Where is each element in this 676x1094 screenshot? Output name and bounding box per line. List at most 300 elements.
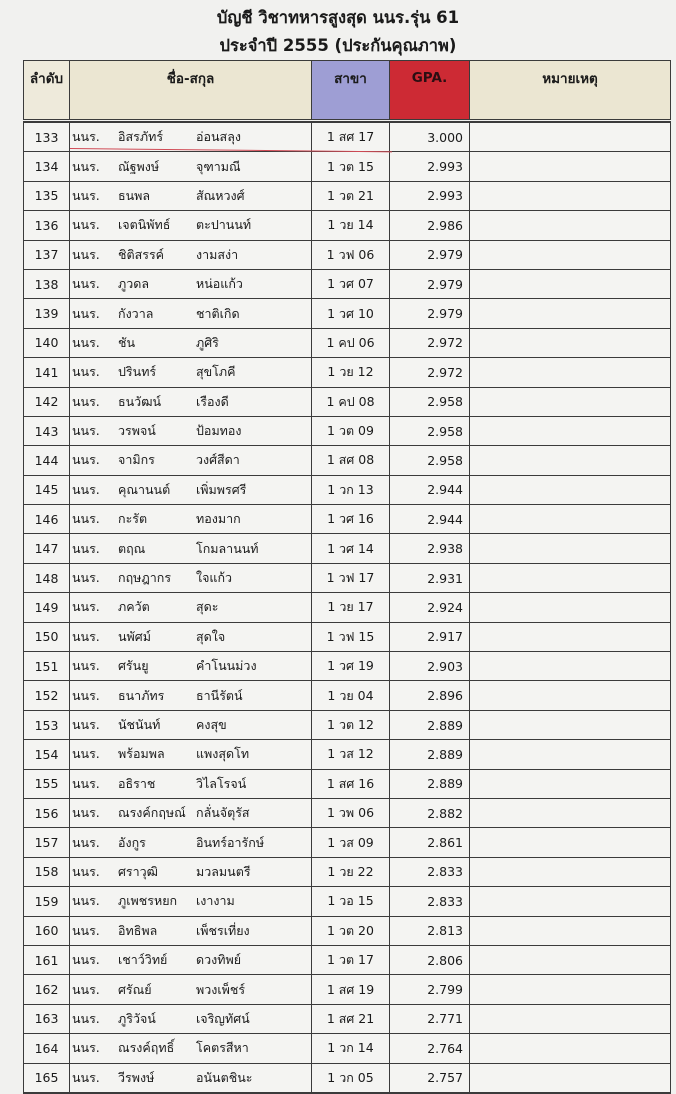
rank-prefix: นนร. bbox=[72, 276, 100, 292]
branch-cell: 1 วต 15 bbox=[312, 152, 390, 181]
gpa-cell: 2.979 bbox=[390, 299, 470, 328]
gpa-cell: 2.799 bbox=[390, 975, 470, 1004]
branch-cell: 1 วก 14 bbox=[312, 1034, 390, 1063]
order-cell: 143 bbox=[24, 416, 70, 445]
last-name: วิไลโรจน์ bbox=[196, 775, 247, 791]
first-name: ธนวัฒน์ bbox=[118, 393, 162, 409]
table-row bbox=[24, 916, 671, 945]
table-row bbox=[24, 505, 671, 534]
branch-cell: 1 สศ 19 bbox=[312, 975, 390, 1004]
gpa-cell: 2.938 bbox=[390, 534, 470, 563]
note-cell bbox=[470, 710, 671, 739]
last-name: ใจแก้ว bbox=[196, 570, 233, 586]
name-cell bbox=[70, 446, 312, 475]
note-cell bbox=[470, 916, 671, 945]
order-cell: 140 bbox=[24, 328, 70, 357]
table-row bbox=[24, 857, 671, 886]
first-name: วีรพงษ์ bbox=[118, 1069, 155, 1085]
note-cell bbox=[470, 681, 671, 710]
note-cell bbox=[470, 416, 671, 445]
order-cell: 135 bbox=[24, 181, 70, 210]
gpa-cell: 2.833 bbox=[390, 857, 470, 886]
last-name: ภูศิริ bbox=[196, 334, 219, 350]
order-cell: 163 bbox=[24, 1004, 70, 1033]
gpa-cell: 2.958 bbox=[390, 416, 470, 445]
first-name: คุณานนต์ bbox=[118, 481, 171, 497]
note-cell bbox=[470, 387, 671, 416]
note-cell bbox=[470, 1004, 671, 1033]
table-row bbox=[24, 152, 671, 181]
name-cell bbox=[70, 652, 312, 681]
branch-cell: 1 สศ 08 bbox=[312, 446, 390, 475]
order-cell: 138 bbox=[24, 269, 70, 298]
gpa-cell: 2.806 bbox=[390, 945, 470, 974]
gpa-cell: 2.771 bbox=[390, 1004, 470, 1033]
rank-prefix: นนร. bbox=[72, 246, 100, 262]
branch-cell: 1 วย 17 bbox=[312, 593, 390, 622]
branch-cell: 1 วส 09 bbox=[312, 828, 390, 857]
order-cell: 141 bbox=[24, 358, 70, 387]
order-cell: 151 bbox=[24, 652, 70, 681]
last-name: ตะปานนท์ bbox=[196, 217, 252, 233]
branch-cell: 1 วศ 10 bbox=[312, 299, 390, 328]
first-name: อิสรภัทร์ bbox=[118, 129, 164, 145]
name-cell bbox=[70, 740, 312, 769]
table-row bbox=[24, 240, 671, 269]
rank-prefix: นนร. bbox=[72, 481, 100, 497]
name-cell bbox=[70, 1004, 312, 1033]
name-cell bbox=[70, 945, 312, 974]
table-row bbox=[24, 975, 671, 1004]
rank-prefix: นนร. bbox=[72, 1040, 100, 1056]
branch-cell: 1 วฟ 15 bbox=[312, 622, 390, 651]
table-row bbox=[24, 1034, 671, 1063]
gpa-cell: 2.993 bbox=[390, 152, 470, 181]
table-row bbox=[24, 828, 671, 857]
first-name: พร้อมพล bbox=[118, 746, 165, 762]
branch-cell: 1 วศ 19 bbox=[312, 652, 390, 681]
order-cell: 164 bbox=[24, 1034, 70, 1063]
last-name: งามสง่า bbox=[196, 246, 239, 262]
note-cell bbox=[470, 828, 671, 857]
rank-prefix: นนร. bbox=[72, 217, 100, 233]
note-cell bbox=[470, 299, 671, 328]
first-name: ธนาภัทร bbox=[118, 687, 165, 703]
first-name: ณรงค์ฤทธิ์ bbox=[118, 1040, 175, 1056]
note-cell bbox=[470, 622, 671, 651]
branch-cell: 1 วต 17 bbox=[312, 945, 390, 974]
last-name: พวงเพ็ชร์ bbox=[196, 981, 246, 997]
name-cell bbox=[70, 505, 312, 534]
last-name: มวลมนตรี bbox=[196, 863, 251, 879]
table-row bbox=[24, 1004, 671, 1033]
last-name: กลั่นจัตุรัส bbox=[196, 805, 250, 821]
table-row bbox=[24, 416, 671, 445]
gpa-cell: 2.972 bbox=[390, 328, 470, 357]
first-name: อังกูร bbox=[118, 834, 146, 850]
order-cell: 158 bbox=[24, 857, 70, 886]
last-name: หน่อแก้ว bbox=[196, 276, 243, 292]
note-cell bbox=[470, 769, 671, 798]
rank-prefix: นนร. bbox=[72, 305, 100, 321]
name-cell bbox=[70, 534, 312, 563]
last-name: อินทร์อารักษ์ bbox=[196, 834, 265, 850]
last-name: ป้อมทอง bbox=[196, 423, 242, 439]
last-name: เรืองดี bbox=[196, 393, 229, 409]
gpa-cell: 2.833 bbox=[390, 887, 470, 916]
name-cell bbox=[70, 681, 312, 710]
rank-prefix: นนร. bbox=[72, 364, 100, 380]
first-name: กะรัต bbox=[118, 511, 148, 527]
branch-cell: 1 วศ 07 bbox=[312, 269, 390, 298]
gpa-cell: 2.944 bbox=[390, 475, 470, 504]
first-name: จามิกร bbox=[118, 452, 155, 468]
table-row bbox=[24, 563, 671, 592]
rank-prefix: นนร. bbox=[72, 334, 100, 350]
note-cell bbox=[470, 534, 671, 563]
name-cell bbox=[70, 798, 312, 827]
gpa-cell: 2.861 bbox=[390, 828, 470, 857]
branch-cell: 1 วต 09 bbox=[312, 416, 390, 445]
order-cell: 147 bbox=[24, 534, 70, 563]
order-cell: 154 bbox=[24, 740, 70, 769]
order-cell: 142 bbox=[24, 387, 70, 416]
note-cell bbox=[470, 857, 671, 886]
first-name: ศรันยู bbox=[118, 658, 149, 674]
rank-prefix: นนร. bbox=[72, 393, 100, 409]
rank-prefix: นนร. bbox=[72, 129, 100, 145]
table-row bbox=[24, 358, 671, 387]
last-name: คำโนนม่วง bbox=[196, 658, 257, 674]
last-name: โกมลานนท์ bbox=[196, 540, 259, 556]
order-cell: 162 bbox=[24, 975, 70, 1004]
first-name: ศราวุฒิ bbox=[118, 863, 158, 879]
branch-cell: 1 คป 08 bbox=[312, 387, 390, 416]
table-row bbox=[24, 328, 671, 357]
order-cell: 160 bbox=[24, 916, 70, 945]
order-cell: 145 bbox=[24, 475, 70, 504]
last-name: สุดใจ bbox=[196, 628, 226, 644]
order-cell: 137 bbox=[24, 240, 70, 269]
name-cell bbox=[70, 916, 312, 945]
first-name: ภควัต bbox=[118, 599, 150, 615]
rank-prefix: นนร. bbox=[72, 452, 100, 468]
branch-cell: 1 วต 21 bbox=[312, 181, 390, 210]
branch-cell: 1 สศ 21 bbox=[312, 1004, 390, 1033]
header-order: ลำดับ bbox=[24, 61, 70, 120]
order-cell: 152 bbox=[24, 681, 70, 710]
first-name: ภูวดล bbox=[118, 276, 150, 292]
last-name: แพงสุดโท bbox=[196, 746, 250, 762]
first-name: เชาว์วิทย์ bbox=[118, 952, 168, 968]
gpa-cell: 3.000 bbox=[390, 122, 470, 152]
last-name: สุขโภคี bbox=[196, 364, 236, 380]
branch-cell: 1 วส 12 bbox=[312, 740, 390, 769]
gpa-cell: 2.924 bbox=[390, 593, 470, 622]
name-cell bbox=[70, 387, 312, 416]
name-cell bbox=[70, 328, 312, 357]
header-note: หมายเหตุ bbox=[470, 61, 671, 120]
name-cell bbox=[70, 1034, 312, 1063]
last-name: จุฑามณี bbox=[196, 158, 241, 174]
note-cell bbox=[470, 798, 671, 827]
table-header bbox=[23, 60, 671, 120]
rank-prefix: นนร. bbox=[72, 658, 100, 674]
order-cell: 144 bbox=[24, 446, 70, 475]
note-cell bbox=[470, 593, 671, 622]
table-body bbox=[24, 122, 671, 1093]
rank-prefix: นนร. bbox=[72, 805, 100, 821]
note-cell bbox=[470, 358, 671, 387]
last-name: ชาติเกิด bbox=[196, 305, 240, 321]
note-cell bbox=[470, 181, 671, 210]
gpa-cell: 2.958 bbox=[390, 387, 470, 416]
gpa-cell: 2.757 bbox=[390, 1063, 470, 1093]
table-row bbox=[24, 475, 671, 504]
name-cell bbox=[70, 622, 312, 651]
order-cell: 161 bbox=[24, 945, 70, 974]
last-name: เจริญทัศน์ bbox=[196, 1010, 250, 1026]
last-name: ธานีรัตน์ bbox=[196, 687, 243, 703]
rank-prefix: นนร. bbox=[72, 717, 100, 732]
note-cell bbox=[470, 1034, 671, 1063]
first-name: ธนพล bbox=[118, 187, 151, 203]
table-row bbox=[24, 710, 671, 739]
first-name: วรพจน์ bbox=[118, 423, 156, 439]
gpa-cell: 2.889 bbox=[390, 740, 470, 769]
last-name: วงศ์สีดา bbox=[196, 452, 240, 468]
name-cell bbox=[70, 299, 312, 328]
branch-cell: 1 วย 22 bbox=[312, 857, 390, 886]
header-branch: สาขา bbox=[312, 61, 390, 120]
order-cell: 148 bbox=[24, 563, 70, 592]
note-cell bbox=[470, 328, 671, 357]
table-row bbox=[24, 269, 671, 298]
branch-cell: 1 วย 04 bbox=[312, 681, 390, 710]
first-name: นัชนันท์ bbox=[118, 717, 161, 732]
rank-prefix: นนร. bbox=[72, 687, 100, 703]
note-cell bbox=[470, 505, 671, 534]
rank-prefix: นนร. bbox=[72, 570, 100, 586]
first-name: ตฤณ bbox=[118, 540, 146, 556]
rank-prefix: นนร. bbox=[72, 1010, 100, 1026]
first-name: อิทธิพล bbox=[118, 922, 158, 938]
gpa-table bbox=[23, 121, 671, 1094]
branch-cell: 1 วต 20 bbox=[312, 916, 390, 945]
last-name: ดวงทิพย์ bbox=[196, 952, 242, 968]
order-cell: 136 bbox=[24, 211, 70, 240]
table-row bbox=[24, 181, 671, 210]
gpa-cell: 2.993 bbox=[390, 181, 470, 210]
name-cell bbox=[70, 152, 312, 181]
last-name: ทองมาก bbox=[196, 511, 241, 527]
branch-cell: 1 วย 12 bbox=[312, 358, 390, 387]
order-cell: 146 bbox=[24, 505, 70, 534]
rank-prefix: นนร. bbox=[72, 599, 100, 615]
name-cell bbox=[70, 416, 312, 445]
table-row bbox=[24, 887, 671, 916]
branch-cell: 1 วพ 06 bbox=[312, 798, 390, 827]
header-name: ชื่อ-สกุล bbox=[70, 61, 312, 120]
note-cell bbox=[470, 740, 671, 769]
rank-prefix: นนร. bbox=[72, 981, 100, 997]
first-name: ภูริวัจน์ bbox=[118, 1010, 156, 1026]
name-cell bbox=[70, 358, 312, 387]
branch-cell: 1 วย 14 bbox=[312, 211, 390, 240]
table-row bbox=[24, 798, 671, 827]
table-row bbox=[24, 652, 671, 681]
branch-cell: 1 วก 13 bbox=[312, 475, 390, 504]
order-cell: 159 bbox=[24, 887, 70, 916]
rank-prefix: นนร. bbox=[72, 775, 100, 791]
order-cell: 149 bbox=[24, 593, 70, 622]
order-cell: 157 bbox=[24, 828, 70, 857]
note-cell bbox=[470, 975, 671, 1004]
gpa-cell: 2.903 bbox=[390, 652, 470, 681]
branch-cell: 1 วต 12 bbox=[312, 710, 390, 739]
first-name: เจตนิพัทธ์ bbox=[118, 217, 171, 233]
name-cell bbox=[70, 563, 312, 592]
gpa-cell: 2.944 bbox=[390, 505, 470, 534]
title-line-1: บัญชี วิชาทหารสูงสุด นนร.รุ่น 61 bbox=[216, 8, 460, 27]
name-cell bbox=[70, 857, 312, 886]
first-name: ณัฐพงษ์ bbox=[118, 158, 160, 174]
header-gpa: GPA. bbox=[390, 61, 470, 120]
name-cell bbox=[70, 269, 312, 298]
note-cell bbox=[470, 475, 671, 504]
branch-cell: 1 วอ 15 bbox=[312, 887, 390, 916]
gpa-cell: 2.958 bbox=[390, 446, 470, 475]
note-cell bbox=[470, 446, 671, 475]
branch-cell: 1 สศ 16 bbox=[312, 769, 390, 798]
gpa-cell: 2.882 bbox=[390, 798, 470, 827]
name-cell bbox=[70, 181, 312, 210]
gpa-cell: 2.896 bbox=[390, 681, 470, 710]
table-row bbox=[24, 211, 671, 240]
table-row bbox=[24, 622, 671, 651]
title-line-2: ประจำปี 2555 (ประกันคุณภาพ) bbox=[219, 36, 457, 55]
first-name: ภูเพชรหยก bbox=[118, 893, 178, 909]
branch-cell: 1 วศ 14 bbox=[312, 534, 390, 563]
gpa-cell: 2.889 bbox=[390, 769, 470, 798]
last-name: อ่อนสลุง bbox=[196, 129, 241, 145]
note-cell bbox=[470, 945, 671, 974]
first-name: อธิราช bbox=[118, 775, 156, 791]
order-cell: 156 bbox=[24, 798, 70, 827]
gpa-cell: 2.986 bbox=[390, 211, 470, 240]
name-cell bbox=[70, 240, 312, 269]
note-cell bbox=[470, 563, 671, 592]
last-name: เพ็ชรเที่ยง bbox=[196, 922, 250, 938]
rank-prefix: นนร. bbox=[72, 863, 100, 879]
table-row bbox=[24, 122, 671, 152]
name-cell bbox=[70, 828, 312, 857]
first-name: ศรัณย์ bbox=[118, 981, 152, 997]
last-name: เพิ่มพรศรี bbox=[196, 481, 247, 497]
first-name: นพัศม์ bbox=[118, 628, 151, 644]
note-cell bbox=[470, 1063, 671, 1093]
rank-prefix: นนร. bbox=[72, 746, 100, 762]
order-cell: 134 bbox=[24, 152, 70, 181]
first-name: กังวาล bbox=[118, 305, 154, 321]
last-name: เงางาม bbox=[196, 893, 235, 909]
order-cell: 150 bbox=[24, 622, 70, 651]
rank-prefix: นนร. bbox=[72, 834, 100, 850]
table-row bbox=[24, 945, 671, 974]
note-cell bbox=[470, 152, 671, 181]
gpa-cell: 2.979 bbox=[390, 269, 470, 298]
rank-prefix: นนร. bbox=[72, 952, 100, 968]
name-cell bbox=[70, 769, 312, 798]
gpa-cell: 2.979 bbox=[390, 240, 470, 269]
first-name: กฤษฎากร bbox=[118, 570, 172, 586]
name-cell bbox=[70, 710, 312, 739]
rank-prefix: นนร. bbox=[72, 628, 100, 644]
note-cell bbox=[470, 652, 671, 681]
first-name: ปรินทร์ bbox=[118, 364, 157, 380]
gpa-cell: 2.813 bbox=[390, 916, 470, 945]
note-cell bbox=[470, 269, 671, 298]
branch-cell: 1 วฟ 06 bbox=[312, 240, 390, 269]
note-cell bbox=[470, 211, 671, 240]
document-title bbox=[0, 4, 676, 60]
table-row bbox=[24, 769, 671, 798]
order-cell: 139 bbox=[24, 299, 70, 328]
gpa-cell: 2.972 bbox=[390, 358, 470, 387]
name-cell bbox=[70, 593, 312, 622]
table-row bbox=[24, 299, 671, 328]
last-name: อนันตชินะ bbox=[196, 1069, 253, 1085]
gpa-cell: 2.889 bbox=[390, 710, 470, 739]
note-cell bbox=[470, 122, 671, 152]
table-row bbox=[24, 534, 671, 563]
first-name: ณรงค์กฤษณ์ bbox=[118, 805, 186, 821]
table-row bbox=[24, 1063, 671, 1093]
last-name: สุดะ bbox=[196, 599, 219, 615]
rank-prefix: นนร. bbox=[72, 158, 100, 174]
first-name: ชิติสรรค์ bbox=[118, 246, 165, 262]
branch-cell: 1 สศ 17 bbox=[312, 122, 390, 152]
branch-cell: 1 วฟ 17 bbox=[312, 563, 390, 592]
name-cell bbox=[70, 887, 312, 916]
last-name: คงสุข bbox=[196, 717, 227, 732]
order-cell: 155 bbox=[24, 769, 70, 798]
table-row bbox=[24, 593, 671, 622]
name-cell bbox=[70, 975, 312, 1004]
order-cell: 153 bbox=[24, 710, 70, 739]
order-cell: 133 bbox=[24, 122, 70, 152]
rank-prefix: นนร. bbox=[72, 423, 100, 439]
branch-cell: 1 วก 05 bbox=[312, 1063, 390, 1093]
note-cell bbox=[470, 887, 671, 916]
table-row bbox=[24, 387, 671, 416]
rank-prefix: นนร. bbox=[72, 922, 100, 938]
name-cell bbox=[70, 475, 312, 504]
rank-prefix: นนร. bbox=[72, 1069, 100, 1085]
branch-cell: 1 คป 06 bbox=[312, 328, 390, 357]
order-cell: 165 bbox=[24, 1063, 70, 1093]
gpa-cell: 2.931 bbox=[390, 563, 470, 592]
table-row bbox=[24, 740, 671, 769]
branch-cell: 1 วศ 16 bbox=[312, 505, 390, 534]
note-cell bbox=[470, 240, 671, 269]
rank-prefix: นนร. bbox=[72, 540, 100, 556]
rank-prefix: นนร. bbox=[72, 511, 100, 527]
gpa-cell: 2.917 bbox=[390, 622, 470, 651]
gpa-cell: 2.764 bbox=[390, 1034, 470, 1063]
last-name: โคตรสีหา bbox=[196, 1040, 249, 1056]
first-name: ชัน bbox=[118, 334, 136, 350]
